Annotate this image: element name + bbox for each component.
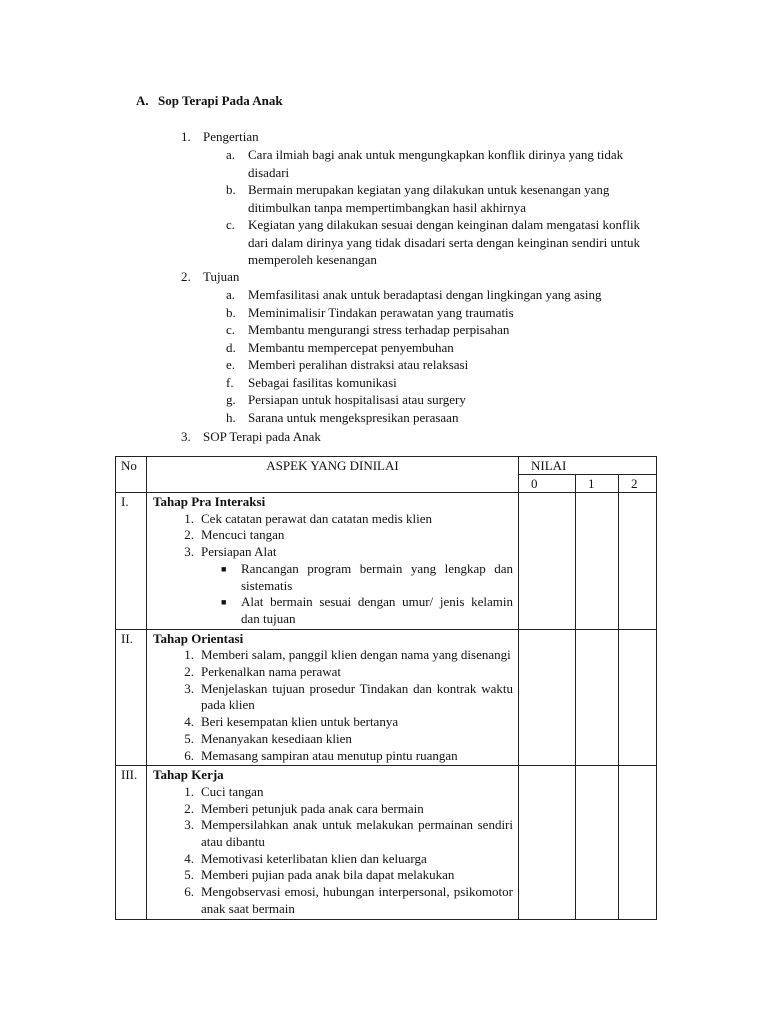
table-row bbox=[116, 766, 657, 919]
list-item: h. Sarana untuk mengekspresikan perasaan bbox=[226, 409, 459, 425]
score-cell-1[interactable] bbox=[576, 493, 619, 630]
section-heading bbox=[136, 93, 283, 109]
step-item: 1. Cek catatan perawat dan catatan medis klien bbox=[184, 510, 433, 526]
stage-number: I. bbox=[116, 493, 147, 630]
step-item: 3. Menjelaskan tujuan prosedur Tindakan dan kontrak waktu pada klien bbox=[184, 680, 513, 713]
score-2: 2 bbox=[619, 475, 657, 493]
step-item: 3. Persiapan Alat bbox=[184, 544, 277, 560]
list-item: b. Meminimalisir Tindakan perawatan yang traumatis bbox=[226, 304, 514, 320]
step-item: 1. Cuci tangan bbox=[184, 783, 264, 799]
square-bullet-icon: ■ bbox=[221, 563, 227, 574]
score-cell-1[interactable] bbox=[576, 766, 619, 919]
stage-title: Tahap Kerja bbox=[153, 767, 224, 783]
table-row bbox=[116, 629, 657, 766]
stage-title: Tahap Pra Interaksi bbox=[153, 494, 266, 509]
list-item: e. Memberi peralihan distraksi atau relaksasi bbox=[226, 357, 469, 372]
list-item: g. Persiapan untuk hospitalisasi atau surgery bbox=[226, 392, 466, 407]
stage-cell bbox=[147, 766, 519, 919]
square-bullet-icon: ■ bbox=[221, 597, 227, 608]
step-item: 5. Memberi pujian pada anak bila dapat melakukan bbox=[184, 867, 455, 883]
score-cell-2[interactable] bbox=[619, 493, 657, 630]
stage-cell bbox=[147, 493, 519, 630]
list-item: d. Membantu mempercepat penyembuhan bbox=[226, 339, 454, 355]
score-cell-0[interactable] bbox=[519, 766, 576, 919]
step-item: 3. Mempersilahkan anak untuk melakukan permainan sendiri atau dibantu bbox=[184, 817, 513, 850]
header-no: No bbox=[116, 457, 147, 493]
heading-letter: A. bbox=[136, 93, 149, 108]
step-item: 4. Beri kesempatan klien untuk bertanya bbox=[184, 714, 399, 730]
stage-number: III. bbox=[116, 766, 147, 919]
list-item: c. Membantu mengurangi stress terhadap perpisahan bbox=[226, 322, 510, 337]
step-item: 4. Memotivasi keterlibatan klien dan keluarga bbox=[184, 850, 427, 866]
section-sop-title: 3. SOP Terapi pada Anak bbox=[181, 429, 321, 444]
section-pengertian-title: 1. Pengertian bbox=[181, 129, 259, 144]
pengertian-list bbox=[226, 146, 656, 269]
step-item: 1. Memberi salam, panggil klien dengan nama yang disenangi bbox=[184, 647, 511, 663]
step-item: 2. Memberi petunjuk pada anak cara bermain bbox=[184, 800, 424, 816]
table-row bbox=[116, 493, 657, 630]
list-item: f. Sebagai fasilitas komunikasi bbox=[226, 374, 397, 390]
step-item: 2. Perkenalkan nama perawat bbox=[184, 664, 342, 680]
list-item: a. Memfasilitasi anak untuk beradaptasi dengan lingkingan yang asing bbox=[226, 287, 602, 302]
step-item: 5. Menanyakan kesediaan klien bbox=[184, 730, 352, 746]
score-cell-0[interactable] bbox=[519, 629, 576, 766]
score-cell-0[interactable] bbox=[519, 493, 576, 630]
score-1: 1 bbox=[576, 475, 619, 493]
step-item: 6. Memasang sampiran atau menutup pintu ruangan bbox=[184, 747, 458, 763]
section-tujuan-title: 2. Tujuan bbox=[181, 269, 240, 284]
header-aspek: ASPEK YANG DINILAI bbox=[147, 457, 519, 493]
list-item: a. Cara ilmiah bagi anak untuk mengungkapkan konflik dirinya yang tidak disadari bbox=[226, 147, 624, 180]
stage-cell bbox=[147, 629, 519, 766]
list-item: b. Bermain merupakan kegiatan yang dilakukan untuk kesenangan yang ditimbulkan tanpa mempertimbangkan hasil akhirnya bbox=[226, 182, 610, 215]
score-cell-1[interactable] bbox=[576, 629, 619, 766]
step-item: 2. Mencuci tangan bbox=[184, 527, 285, 543]
bullet-item: ■ Rancangan program bermain yang lengkap dan sistematis bbox=[221, 560, 513, 593]
score-cell-2[interactable] bbox=[619, 766, 657, 919]
list-item: c. Kegiatan yang dilakukan sesuai dengan keinginan dalam mengatasi konflik dari dalam dirinya yang tidak disadari serta dengan keinginan sendiri untuk memperoleh kesenangan bbox=[226, 217, 641, 267]
sop-table bbox=[115, 456, 657, 920]
score-0: 0 bbox=[519, 475, 576, 493]
tujuan-list bbox=[226, 286, 656, 426]
table-header-row bbox=[116, 457, 657, 475]
score-cell-2[interactable] bbox=[619, 629, 657, 766]
stage-title: Tahap Orientasi bbox=[153, 630, 244, 646]
stage-number: II. bbox=[116, 629, 147, 766]
step-item: 6. Mengobservasi emosi, hubungan interpersonal, psikomotor anak saat bermain bbox=[184, 884, 513, 916]
header-nilai: NILAI bbox=[519, 457, 657, 475]
heading-title: Sop Terapi Pada Anak bbox=[158, 93, 283, 108]
bullet-item: ■ Alat bermain sesuai dengan umur/ jenis kelamin dan tujuan bbox=[221, 594, 513, 626]
